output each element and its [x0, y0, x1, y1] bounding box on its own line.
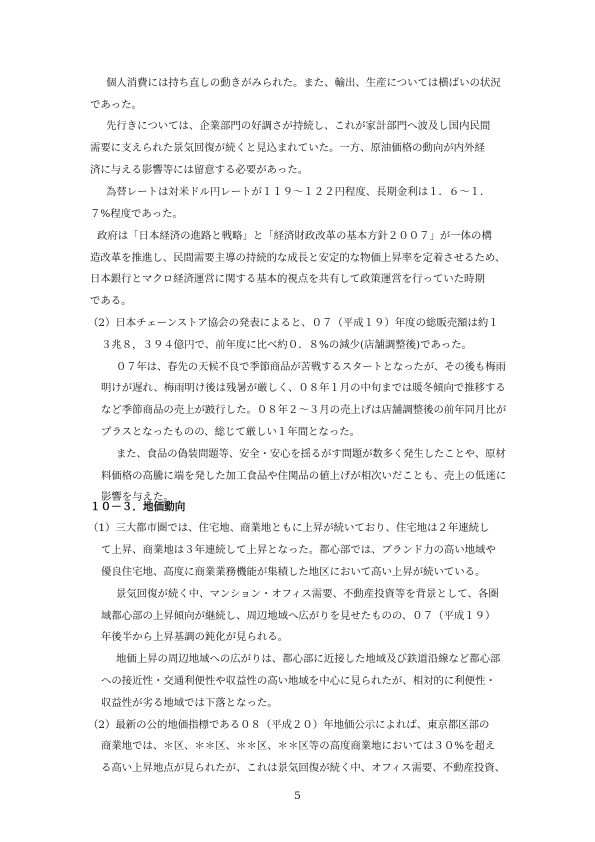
body-line: 需要に支えられた景気回復が続くと見込まれていた。一方、原油価格の動向が内外経 [90, 142, 485, 154]
body-line: ７%程度であった。 [90, 208, 183, 220]
body-line: プラスとなったものの、総じて厳しい１年間となった。 [101, 426, 361, 438]
body-line: （1）三大都市圏では、住宅地、商業地ともに上昇が続いており、住宅地は２年連続し [88, 522, 490, 534]
body-line: 域都心部の上昇傾向が継続し、周辺地域へ広がりを見せたものの、０７（平成１９） [101, 610, 496, 622]
body-line: など季節商品の売上が跛行した。０８年２～３月の売上げは店舗調整後の前年同月比が [101, 404, 507, 416]
body-line: 先行きについては、企業部門の好調さが持続し、これが家計部門へ波及し国内民間 [106, 120, 491, 132]
body-line: であった。 [90, 99, 142, 111]
body-line: 景気回復が続く中、マンション・オフィス需要、不動産投資等を背景として、各圏 [116, 588, 499, 600]
body-line: また、食品の偽装問題等、安全・安心を揺るがす問題が数多く発生したことや、原材 [116, 448, 506, 460]
body-line: 影響を与えた。 [101, 491, 174, 503]
body-line: 地価上昇の周辺地域への広がりは、都心部に近接した地域及び鉄道沿線など都心部 [116, 653, 501, 665]
body-line: への接近性・交通利便性や収益性の高い地域を中心に見られたが、相対的に利便性・ [101, 675, 496, 687]
body-line: て上昇、商業地は３年連続して上昇となった。都心部では、ブランド力の高い地域や [101, 544, 496, 556]
body-line: る高い上昇地点が見られたが、これは景気回復が続く中、オフィス需要、不動産投資、 [101, 762, 506, 774]
body-line: 料価格の高騰に端を発した加工食品や住関品の値上げが相次いだことも、売上の低迷に [101, 470, 507, 482]
body-line: ０７年は、春先の天候不良で季節商品が苦戦するスタートとなったが、その後も梅雨 [116, 361, 506, 373]
body-line: である。 [90, 295, 132, 307]
body-line: 造改革を推進し、民間需要主導の持続的な成長と安定的な物価上昇率を定着させるため、 [90, 252, 506, 264]
body-line: 政府は「日本経済の進路と戦略」と「経済財政改革の基本方針２００７」が一体の構 [97, 230, 492, 242]
body-line: 年後半から上昇基調の鈍化が見られる。 [101, 631, 289, 643]
body-line: 収益性が劣る地域では下落となった。 [101, 697, 278, 709]
body-line: 個人消費には持ち直しの動きがみられた。また、輸出、生産については横ばいの状況 [106, 77, 501, 89]
body-line: ３兆８，３９４億円で、前年度に比べ約０．８%の減少(店舗調整後)であった。 [101, 339, 472, 351]
page-number: 5 [294, 790, 301, 802]
body-line: （2）日本チェーンストア協会の発表によると、０７（平成１９）年度の総販売額は約１ [88, 317, 499, 329]
body-line: 済に与える影響等には留意する必要があった。 [90, 164, 309, 176]
body-line: 優良住宅地、高度に商業業務機能が集積した地区において高い上昇が続いている。 [101, 566, 486, 578]
body-line: 為替レートは対米ドル円レートが１１９～１２２円程度、長期金利は１．６～１． [106, 186, 491, 198]
body-line: （2）最新の公的地価指標である０８（平成２０）年地価公示によれば、東京都区部の [88, 719, 490, 731]
body-line: 明けが遅れ、梅雨明け後は残暑が厳しく、０８年１月の中旬までは暖冬傾向で推移する [101, 382, 506, 394]
body-line: 商業地では、＊区、＊＊区、＊＊区、＊＊区等の高度商業地においては３０%を超え [101, 740, 496, 752]
body-line: 日本銀行とマクロ経済運営に関する基本的視点を共有して政策運営を行っていた時期 [90, 273, 485, 285]
section-heading: １０－３．地価動向 [90, 501, 186, 513]
